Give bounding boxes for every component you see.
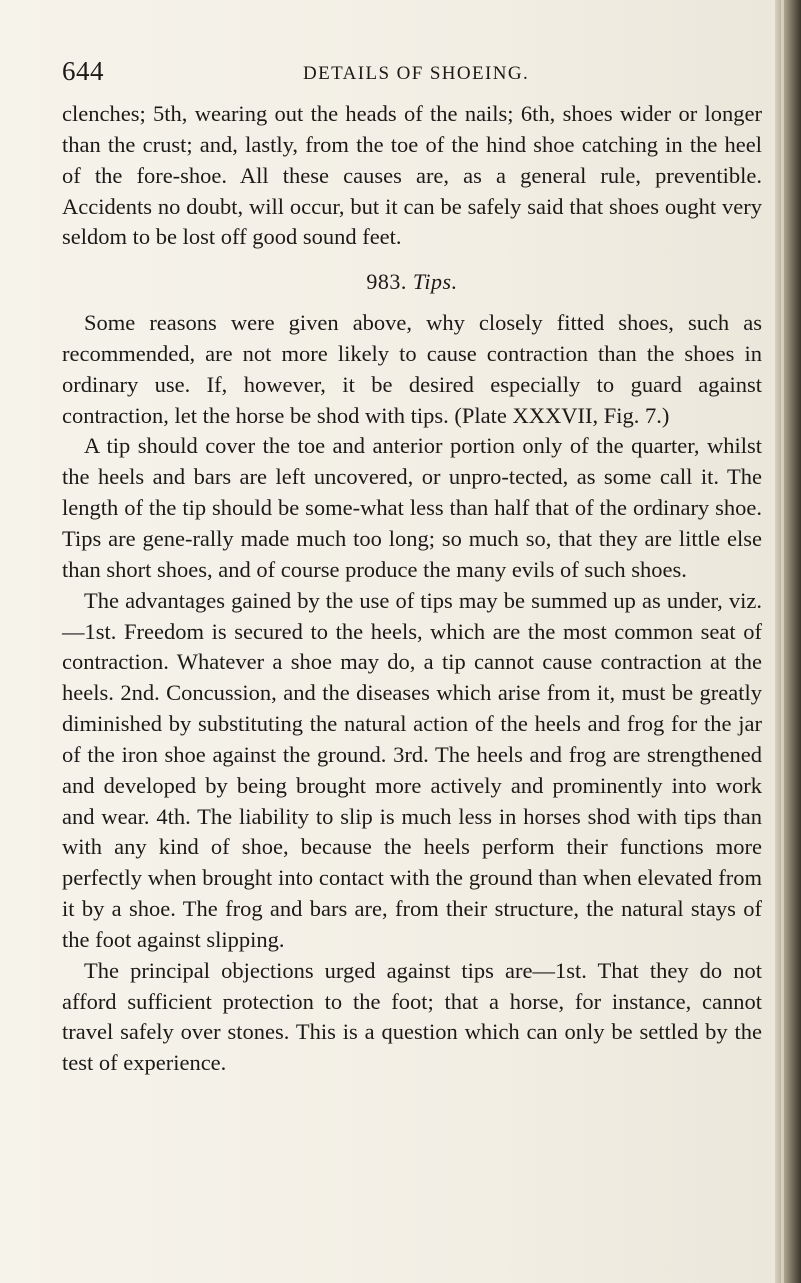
running-head: DETAILS OF SHOEING. <box>303 63 530 84</box>
paragraph: A tip should cover the toe and anterior portion only of the quarter, whilst the heels and bars are left uncovered, or unpro-tected, as some call it. The length of the tip should be some-what less than half that of the ordinary shoe. Tips are gene-rally made much too long; so much so, that they are little else than short shoes, and of course produce the many evils of such shoes. <box>62 433 762 582</box>
page-header <box>62 56 762 90</box>
paragraph: Some reasons were given above, why closely fitted shoes, such as recommended, are not more likely to cause contraction than the shoes in ordinary use. If, however, it be desired especially to guard against contraction, let the horse be shod with tips. (Plate XXXVII, Fig. 7.) <box>62 310 762 428</box>
page-number: 644 <box>62 56 104 86</box>
paragraph-continuation: clenches; 5th, wearing out the heads of the nails; 6th, shoes wider or longer than the crust; and, lastly, from the toe of the hind shoe catching in the heel of the fore-shoe. All these causes are, as a general rule, preventible. Accidents no doubt, will occur, but it can be safely said that shoes ought very seldom to be lost off good sound feet. <box>62 101 762 250</box>
paragraph: The principal objections urged against tips are—1st. That they do not afford sufficient protection to the foot; that a horse, for instance, cannot travel safely over stones. This is a question which can only be settled by the test of experience. <box>62 957 762 1076</box>
section-heading <box>62 267 762 298</box>
section-number: 983. <box>366 269 407 295</box>
section-title: Tips. <box>412 269 458 295</box>
page-body <box>62 99 762 1079</box>
binding-edge <box>775 0 801 1283</box>
paragraph: The advantages gained by the use of tips may be summed up as under, viz.—1st. Freedom is secured to the heels, which are the most common seat of contraction. Whatever a shoe may do, a tip cannot cause contraction at the heels. 2nd. Concussion, and the diseases which arise from it, must be greatly diminished by substituting the natural action of the heels and frog for the jar of the iron shoe against the ground. 3rd. The heels and frog are strengthened and developed by being brought more actively and prominently into work and wear. 4th. The liability to slip is much less in horses shod with tips than with any kind of shoe, because the heels perform their functions more perfectly when brought into contact with the ground than when elevated from it by a shoe. The frog and bars are, from their structure, the natural stays of the foot against slipping. <box>62 587 762 952</box>
